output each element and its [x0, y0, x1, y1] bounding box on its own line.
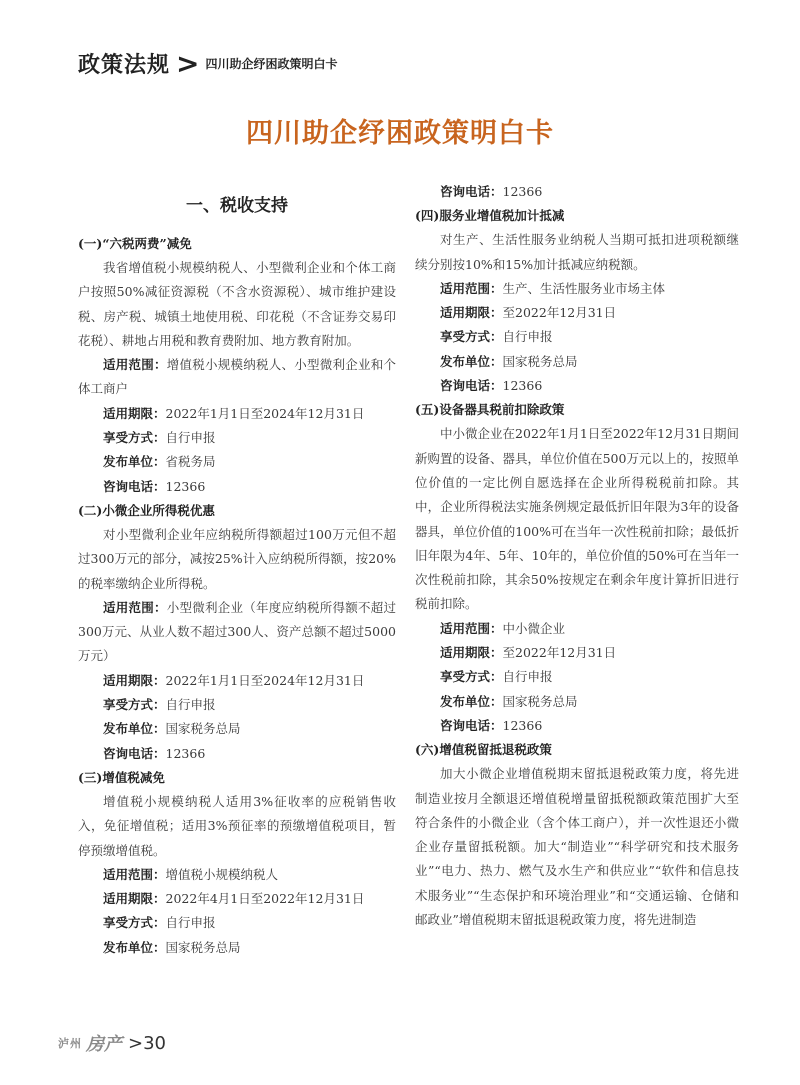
- s2-publisher: 发布单位：国家税务总局: [103, 721, 241, 737]
- s1-title: (一)“六税两费”减免: [78, 236, 192, 251]
- s5-scope: 适用范围：中小微企业: [440, 620, 566, 636]
- page-header: [78, 48, 338, 79]
- s5-phone: 咨询电话：12366: [440, 717, 543, 733]
- page-footer: [58, 1030, 166, 1056]
- s5-body: 中小微企业在2022年1月1日至2022年12月31日期间新购置的设备、器具，单位价值在500万元以上的，按照单位价值的一定比例自愿选择在企业所得税税前扣除。其中，企业所得税法实施条例规定最低折旧年限为3年的设备器具，单位价值的100%可在当年一次性税前扣除；最低折旧年限为4年、5年、10年的，单位价值的50%可在当年一次性税前扣除，其余50%按规定在剩余年度计算折旧进行税前扣除。: [415, 426, 739, 612]
- s5-title: (五)设备器具税前扣除政策: [415, 402, 565, 418]
- s5-publisher: 发布单位：国家税务总局: [440, 693, 578, 709]
- s2-phone: 咨询电话：12366: [103, 745, 206, 761]
- s3-way: 享受方式：自行申报: [103, 915, 216, 931]
- s4-body: 对生产、生活性服务业纳税人当期可抵扣进项税额继续分别按10%和15%加计抵减应纳税额。: [415, 232, 739, 272]
- s5-way: 享受方式：自行申报: [440, 669, 553, 685]
- s6-title: (六)增值税留抵退税政策: [415, 742, 552, 758]
- s3-term: 适用期限：2022年4月1日至2022年12月31日: [103, 891, 365, 907]
- s4-scope: 适用范围：生产、生活性服务业市场主体: [440, 280, 666, 296]
- s2-body: 对小型微利企业年应纳税所得额超过100万元但不超过300万元的部分，减按25%计入应纳税所得额，按20%的税率缴纳企业所得税。: [78, 526, 396, 591]
- s1-term: 适用期限：2022年1月1日至2024年12月31日: [103, 405, 365, 421]
- left-column: [78, 178, 396, 960]
- s2-way: 享受方式：自行申报: [103, 697, 216, 713]
- s3-title: (三)增值税减免: [78, 769, 165, 785]
- s3-body: 增值税小规模纳税人适用3%征收率的应税销售收入，免征增值税；适用3%预征率的预缴增值税项目，暂停预缴增值税。: [78, 793, 396, 858]
- s1-publisher: 发布单位：省税务局: [103, 454, 216, 470]
- s4-way: 享受方式：自行申报: [440, 329, 553, 345]
- s4-term: 适用期限：至2022年12月31日: [440, 305, 617, 321]
- magazine-logo: 房产: [86, 1034, 122, 1055]
- s1-phone: 咨询电话：12366: [103, 478, 206, 494]
- s1-way: 享受方式：自行申报: [103, 430, 216, 446]
- s3-publisher: 发布单位：国家税务总局: [103, 939, 241, 955]
- page-number: >30: [128, 1032, 166, 1054]
- section-name: 政策法规: [78, 53, 171, 78]
- s2-scope: 适用范围：小型微利企业（年度应纳税所得额不超过300万元、从业人数不超过300人、资产总额不超过5000万元）: [78, 599, 396, 664]
- s5-term: 适用期限：至2022年12月31日: [440, 645, 617, 661]
- s3-scope: 适用范围：增值税小规模纳税人: [103, 866, 279, 882]
- s4-publisher: 发布单位：国家税务总局: [440, 353, 578, 369]
- s1-body: 我省增值税小规模纳税人、小型微利企业和个体工商户按照50%减征资源税（不含水资源税）、城市维护建设税、房产税、城镇土地使用税、印花税（不含证券交易印花税）、耕地占用税和教育费附加、地方教育附加。: [78, 260, 396, 348]
- right-column: [415, 180, 739, 932]
- s1-scope: 适用范围：增值税小规模纳税人、小型微利企业和个体工商户: [78, 357, 396, 397]
- heading-tax-support: 一、税收支持: [186, 196, 288, 216]
- s2-term: 适用期限：2022年1月1日至2024年12月31日: [103, 672, 365, 688]
- header-subtitle: 四川助企纾困政策明白卡: [205, 57, 338, 71]
- s4-title: (四)服务业增值税加计抵减: [415, 208, 565, 224]
- chevron-right-icon: >: [176, 46, 200, 80]
- footer-brand: 泸州: [58, 1037, 82, 1050]
- s4-phone: 咨询电话：12366: [440, 378, 543, 394]
- s6-body: 加大小微企业增值税期末留抵退税政策力度，将先进制造业按月全额退还增值税增量留抵税额政策范围扩大至符合条件的小微企业（含个体工商户），并一次性退还小微企业存量留抵税额。加大“制造业”“科学研究和技术服务业”“电力、热力、燃气及水生产和供应业”“软件和信息技术服务业”“生态保护和环境治理业”和“交通运输、仓储和邮政业”增值税期末留抵退税政策力度，将先进制造: [415, 766, 739, 928]
- page-title: 四川助企纾困政策明白卡: [246, 118, 554, 149]
- s3-phone: 咨询电话：12366: [440, 184, 543, 199]
- s2-title: (二)小微企业所得税优惠: [78, 502, 215, 518]
